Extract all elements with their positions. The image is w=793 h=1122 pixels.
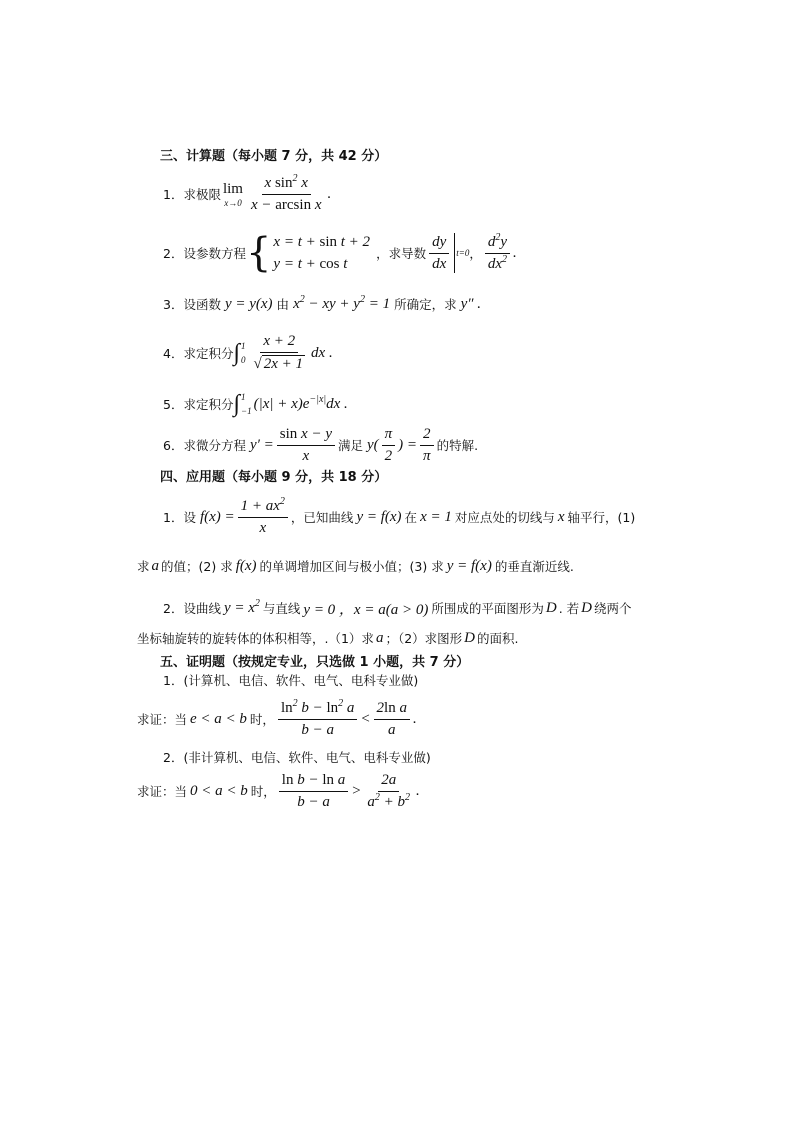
problem-4-1-line2: 求 a 的值；(2) 求 f(x) 的单调增加区间与极小值；(3) 求 y = f(x) 的垂直渐近线. (137, 557, 574, 574)
section-5-title: 五、证明题（按规定专业，只选做 1 小题，共 7 分） (160, 655, 470, 670)
problem-3-3: 3．设函数 y = y(x) 由 $x^2$ − xy + $y^2 = 1$ 所确定，求 y″ . (163, 293, 481, 312)
section-3-title: 三、计算题（每小题 7 分，共 42 分） (160, 149, 388, 164)
problem-3-6: 6．求微分方程 y′ = $\frac{\text{sin x − y}}{x}$ 满足 y( $\frac{\pi}{2}$ ) = $\frac{2}{\pi}$ 的特解. (163, 425, 479, 464)
problem-3-1: 1．求极限 lim x→0 $\frac{x \sin^2 x}{\text{x − arcsin x}}$ . (163, 172, 332, 213)
problem-3-2: 2．设参数方程 { x = t + sin t + 2 y = t + cos t ，求导数 $\frac{dy}{dx}$ t=0 ， $\frac{d^2y}{dx^2}$ . (163, 230, 517, 276)
problem-5-2-header: 2．(非计算机、电信、软件、电气、电科专业做) (163, 750, 431, 765)
problem-5-1: 求证：当 e < a < b 时， $\frac{\ln^2 b - \ln^2 a}{b - a}$ < $\frac{\text{2ln a}}{a}$ . (137, 697, 417, 738)
problem-4-2-line2: 坐标轴旋转的旋转体的体积相等，.（1）求 a ；（2）求图形 D 的面积. (137, 629, 519, 646)
problem-3-4: 4．求定积分 ∫ 1 0 x + 2 √ 2x + 1 dx . (163, 333, 333, 372)
problem-4-2-line1: 2．设曲线 $y = x^2$ 与直线 y = 0 ，x = a(a > 0) 所围成的平面图形为 D . 若 D 绕两个 (163, 597, 632, 618)
problem-5-2: 求证：当 0 < a < b 时， $\frac{\text{ln b − ln a}}{b - a}$ > $\frac{2a}{a^2 + b^2}$ . (137, 771, 420, 810)
problem-5-1-header: 1．(计算机、电信、软件、电气、电科专业做) (163, 673, 419, 688)
section-4-title: 四、应用题（每小题 9 分，共 18 分） (160, 470, 388, 485)
problem-3-5: 5．求定积分 ∫ 1 −1 $(|x| + x)e^{-|x|}dx$ . (163, 390, 348, 417)
problem-4-1-line1: 1．设 f(x) = $\frac{1 + ax^2}{x}$ ，已知曲线 y = f(x) 在 x = 1 对应点处的切线与 x 轴平行，(1) (163, 495, 636, 536)
